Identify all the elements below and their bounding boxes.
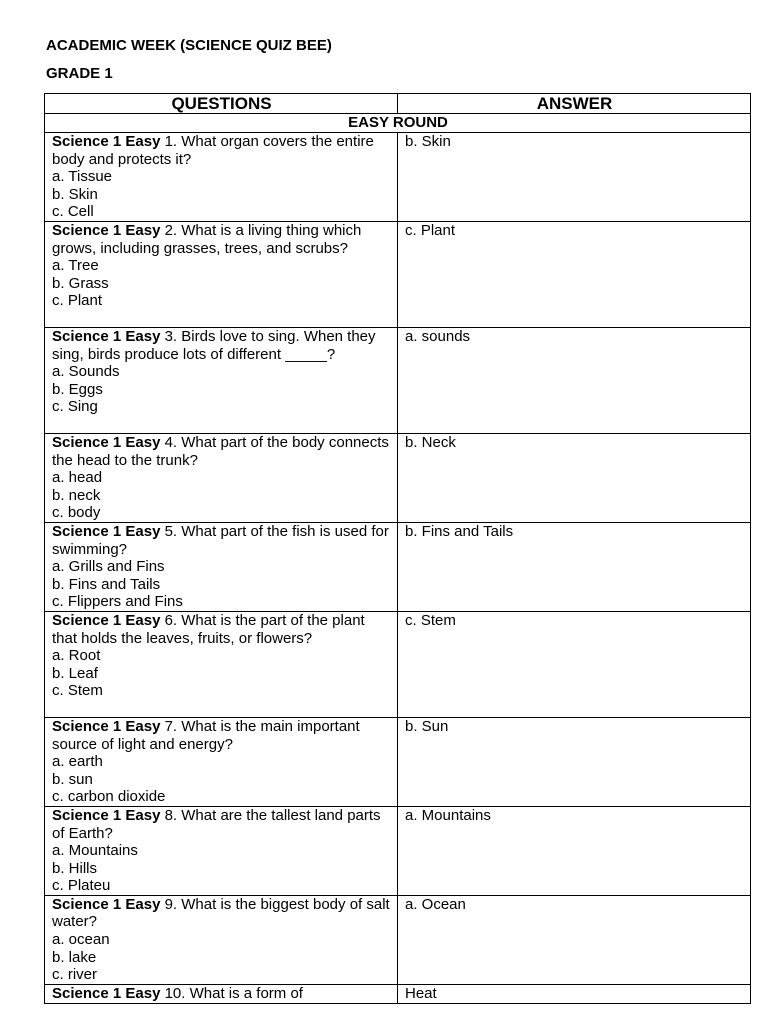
question-text: 4. What part of the body connects the head to the trunk? [52, 433, 389, 469]
round-row [45, 114, 751, 133]
answer-cell: c. Plant [398, 221, 751, 327]
question-prefix: Science 1 Easy [52, 895, 161, 913]
option: c. Plateu [52, 877, 111, 895]
option: a. head [52, 469, 103, 487]
option: b. Hills [52, 859, 98, 877]
table-header-row [45, 94, 751, 114]
option: a. Grills and Fins [52, 558, 165, 576]
table-row [45, 433, 751, 522]
option: c. Plant [52, 292, 103, 310]
question-text: 6. What is the part of the plant that holds the leaves, fruits, or flowers? [52, 611, 365, 647]
answer-cell: b. Sun [398, 717, 751, 806]
question-text: 3. Birds love to sing. When they sing, birds produce lots of different _____? [52, 327, 376, 363]
option: b. Eggs [52, 380, 103, 398]
option: b. neck [52, 486, 101, 504]
option: a. ocean [52, 931, 110, 949]
question-cell [45, 133, 398, 222]
answer-cell: a. sounds [398, 327, 751, 433]
question-text: 5. What part of the fish is used for swimming? [52, 522, 389, 558]
question-prefix: Science 1 Easy [52, 221, 161, 239]
option: c. river [52, 966, 97, 984]
table-row [45, 895, 751, 984]
option: a. Tree [52, 257, 99, 275]
option: a. Tissue [52, 168, 113, 186]
answer-cell: a. Ocean [398, 895, 751, 984]
question-text: 1. What organ covers the entire body and protects it? [52, 133, 374, 168]
answer-cell: Heat [398, 984, 751, 1003]
option: c. Stem [52, 682, 103, 700]
table-row [45, 133, 751, 222]
option: c. carbon dioxide [52, 788, 166, 806]
table-row [45, 327, 751, 433]
round-label: EASY ROUND [45, 114, 751, 133]
question-text: 7. What is the main important source of light and energy? [52, 717, 360, 753]
table-row [45, 522, 751, 611]
question-prefix: Science 1 Easy [52, 133, 161, 150]
question-cell [45, 717, 398, 806]
option: a. earth [52, 753, 103, 771]
question-text: 9. What is the biggest body of salt water? [52, 895, 390, 931]
question-cell [45, 895, 398, 984]
question-prefix: Science 1 Easy [52, 806, 161, 824]
table-row [45, 984, 751, 1003]
table-row [45, 806, 751, 895]
question-prefix: Science 1 Easy [52, 327, 161, 345]
option: a. Mountains [52, 842, 138, 860]
question-text: 2. What is a living thing which grows, including grasses, trees, and scrubs? [52, 221, 362, 257]
question-cell [45, 221, 398, 327]
answer-header: ANSWER [398, 94, 751, 114]
document-title: ACADEMIC WEEK (SCIENCE QUIZ BEE) [46, 37, 332, 54]
option: b. sun [52, 770, 93, 788]
question-prefix: Science 1 Easy [52, 522, 161, 540]
option: b. lake [52, 948, 97, 966]
option: c. Cell [52, 203, 94, 221]
table-row [45, 717, 751, 806]
table-row [45, 221, 751, 327]
option: b. Leaf [52, 664, 98, 682]
option: a. Root [52, 647, 101, 665]
question-text: 10. What is a form of [160, 984, 303, 1002]
answer-cell: b. Skin [398, 133, 751, 222]
grade-label: GRADE 1 [46, 65, 113, 82]
question-cell [45, 806, 398, 895]
option: c. Sing [52, 398, 98, 416]
answer-cell: b. Fins and Tails [398, 522, 751, 611]
question-cell [45, 327, 398, 433]
question-cell [45, 522, 398, 611]
question-prefix: Science 1 Easy [52, 717, 161, 735]
question-prefix: Science 1 Easy [52, 433, 161, 451]
question-prefix: Science 1 Easy [52, 611, 161, 629]
question-cell [45, 433, 398, 522]
option: c. Flippers and Fins [52, 593, 183, 611]
question-prefix: Science 1 Easy [52, 984, 161, 1002]
option: a. Sounds [52, 363, 120, 381]
option: b. Grass [52, 274, 109, 292]
quiz-table [44, 93, 751, 1004]
option: c. body [52, 504, 101, 522]
question-cell [45, 984, 398, 1003]
answer-cell: a. Mountains [398, 806, 751, 895]
questions-header: QUESTIONS [45, 94, 398, 114]
answer-cell: c. Stem [398, 611, 751, 717]
option: b. Fins and Tails [52, 575, 161, 593]
answer-cell: b. Neck [398, 433, 751, 522]
question-cell [45, 611, 398, 717]
option: b. Skin [52, 185, 98, 203]
table-row [45, 611, 751, 717]
question-text: 8. What are the tallest land parts of Earth? [52, 806, 381, 842]
